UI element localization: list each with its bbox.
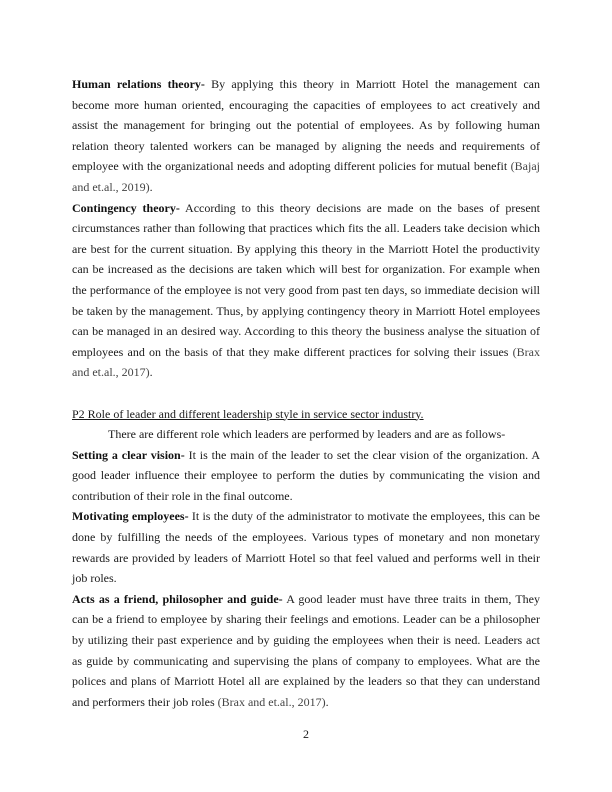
paragraph-text: A good leader must have three traits in them, They can be a friend to employee by sharing their feelings and emotions. Leader can be a philosopher by utilizing their past experience and by guiding the employees when their is need. Leaders act as guide by communicating and supervising the plans of company to employees. What are the polices and plans of Marriott Hotel all are explained by the leaders so that they can understand and performers their job roles [72, 591, 540, 709]
paragraph-end: . [149, 365, 153, 380]
paragraph-text: According to this theory decisions are made on the bases of present circumstances rather than following that practices which fits the all. Leaders take decision which are best for the current situation. By applying this theory in the Marriott Hotel the productivity can be increased as the decisions are taken which will best for organization. For example when the performance of the employee is not very good from past ten days, so immediate decision will be taken by the management. Thus, by applying contingency theory in Marriott Hotel employees can be managed in an desired way. According to this theory the business analyse the situation of employees and on the basis of that they make different practices for solving their issues [72, 200, 540, 359]
paragraph-setting-clear-vision [72, 445, 540, 507]
blank-line [72, 383, 540, 404]
paragraph-text: It is the main of the leader to set the clear vision of the organization. A good leader influence their employee to perform the duties by communicating the vision and contribution of their role in the final outcome. [72, 447, 540, 503]
paragraph-end: . [325, 694, 329, 709]
term-setting-clear-vision: Setting a clear vision- [72, 447, 185, 462]
paragraph-text: By applying this theory in Marriott Hotel the management can become more human oriented, encouraging the capacities of employees to act creatively and assist the management for bringing out the potential of employees. As by following human relation theory talented workers can be managed by aligning the needs and requirements of employee with the organizational needs and adopting different policies for mutual benefit [72, 77, 540, 174]
term-contingency-theory: Contingency theory- [72, 200, 180, 215]
term-friend-philosopher-guide: Acts as a friend, philosopher and guide- [72, 591, 283, 606]
document-page [72, 74, 540, 712]
paragraph-contingency-theory [72, 198, 540, 383]
paragraph-text: It is the duty of the administrator to motivate the employees, this can be done by fulfilling the needs of the employees. Various types of monetary and non monetary rewards are provided by leaders of Marriott Hotel so that feel valued and performs well in their job roles. [72, 509, 540, 586]
paragraph-motivating-employees [72, 506, 540, 588]
term-human-relations-theory: Human relations theory- [72, 77, 205, 91]
paragraph-friend-philosopher-guide [72, 589, 540, 713]
paragraph-human-relations-theory [72, 74, 540, 198]
citation: (Brax and et.al., 2017) [72, 344, 540, 380]
intro-paragraph: There are different role which leaders are performed by leaders and are as follows- [108, 427, 506, 442]
paragraph-end: . [149, 179, 153, 194]
term-motivating-employees: Motivating employees- [72, 509, 189, 524]
section-heading: P2 Role of leader and different leadership style in service sector industry. [72, 406, 424, 421]
citation: (Bajaj and et.al., 2019) [72, 159, 540, 194]
page-number: 2 [303, 727, 309, 741]
citation: (Brax and et.al., 2017) [217, 694, 326, 709]
